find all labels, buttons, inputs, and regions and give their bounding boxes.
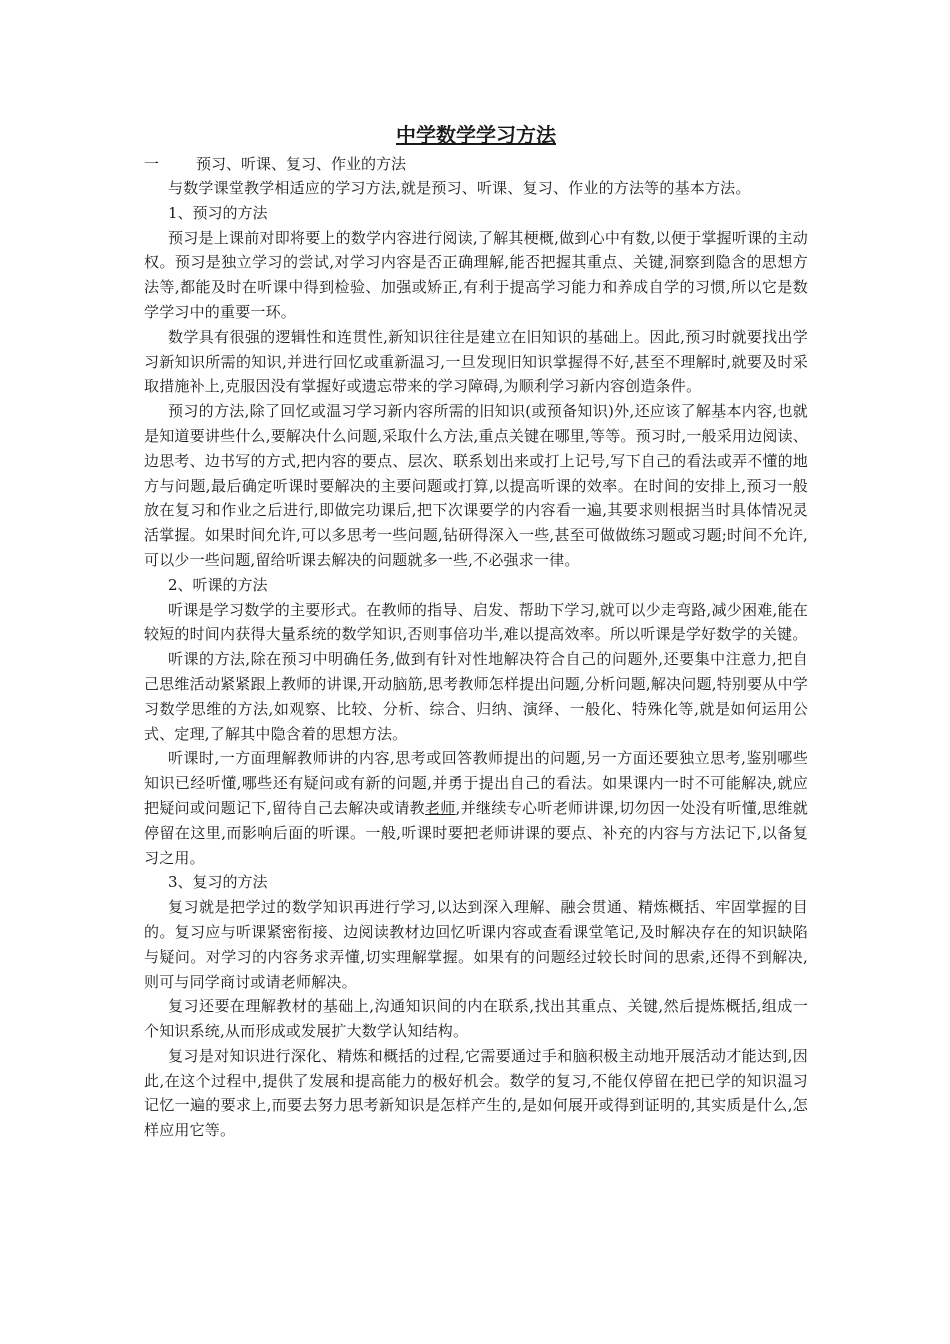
document-page [144, 118, 808, 1143]
review-paragraph-1: 复习就是把学过的数学知识再进行学习,以达到深入理解、融会贯通、精炼概括、牢固掌握的目的。复习应与听课紧密衔接、边阅读教材边回忆听课内容或查看课堂笔记,及时解决存在的知识缺陷与疑问。对学习的内容务求弄懂,切实理解掌握。如果有的问题经过较长时间的思索,还得不到解决,则可与同学商讨或请老师解决。 [144, 898, 808, 991]
subsection-heading-listening: 2、听课的方法 [168, 575, 268, 594]
preview-paragraph-1: 预习是上课前对即将要上的数学内容进行阅读,了解其梗概,做到心中有数,以便于掌握听课的主动权。预习是独立学习的尝试,对学习内容是否正确理解,能否把握其重点、关键,洞察到隐含的思想方法等,都能及时在听课中得到检验、加强或矫正,有利于提高学习能力和养成自学的习惯,所以它是数学学习中的重要一环。 [144, 228, 808, 321]
subsection-heading-review: 3、复习的方法 [168, 873, 268, 892]
section-heading [144, 152, 808, 176]
teacher-link[interactable]: 老师 [424, 798, 456, 817]
review-paragraph-3: 复习是对知识进行深化、精炼和概括的过程,它需要通过手和脑积极主动地开展活动才能达到,因此,在这个过程中,提供了发展和提高能力的极好机会。数学的复习,不能仅停留在把已学的知识温习记忆一遍的要求上,而要去努力思考新知识是怎样产生的,是如何展开或得到证明的,其实质是什么,怎样应用它等。 [144, 1046, 808, 1140]
subsection-heading-preview: 1、预习的方法 [168, 203, 268, 222]
listening-paragraph-2: 听课的方法,除在预习中明确任务,做到有针对性地解决符合自己的问题外,还要集中注意力,把自己思维活动紧紧跟上教师的讲课,开动脑筋,思考教师怎样提出问题,分析问题,解决问题,特别要从中学习数学思维的方法,如观察、比较、分析、综合、归纳、演绎、一般化、特殊化等,就是如何运用公式、定理,了解其中隐含着的思想方法。 [144, 650, 808, 743]
section-number: 一 [144, 155, 160, 173]
listening-paragraph-3-end: ,并继续专心听老师讲课,切勿因一处没有听懂,思维就停留在这里,而影响后面的听课。一般,听课时要把老师讲课的要点、补充的内容与方法记下,以备复习之用。 [144, 798, 808, 867]
listening-paragraph-3-start: 听课时,一方面理解教师讲的内容,思考或回答教师提出的问题,另一方面还要独立思考,鉴别哪些知识已经听懂,哪些还有疑问或有新的问题,并勇于提出自己的看法。如果课内一时不可能解决,就应把疑问或问题记下,留待自己去解决或请教 [144, 749, 808, 817]
page-title: 中学数学学习方法 [396, 123, 556, 147]
review-paragraph-2: 复习还要在理解教材的基础上,沟通知识间的内在联系,找出其重点、关键,然后提炼概括,组成一个知识系统,从而形成或发展扩大数学认知结构。 [144, 997, 808, 1041]
section-heading-text: 预习、听课、复习、作业的方法 [196, 155, 407, 173]
preview-paragraph-2: 数学具有很强的逻辑性和连贯性,新知识往往是建立在旧知识的基础上。因此,预习时就要找出学习新知识所需的知识,并进行回忆或重新温习,一旦发现旧知识掌握得不好,甚至不理解时,就要及时采取措施补上,克服因没有掌握好或遗忘带来的学习障碍,为顺利学习新内容创造条件。 [144, 327, 808, 396]
listening-paragraph-3 [144, 746, 808, 870]
listening-paragraph-1: 听课是学习数学的主要形式。在教师的指导、启发、帮助下学习,就可以少走弯路,减少困难,能在较短的时间内获得大量系统的数学知识,否则事倍功半,难以提高效率。所以听课是学好数学的关键。 [144, 600, 808, 644]
preview-paragraph-3: 预习的方法,除了回忆或温习学习新内容所需的旧知识(或预备知识)外,还应该了解基本内容,也就是知道要讲些什么,要解决什么问题,采取什么方法,重点关键在哪里,等等。预习时,一般采用边阅读、边思考、边书写的方式,把内容的要点、层次、联系划出来或打上记号,写下自己的看法或弄不懂的地方与问题,最后确定听课时要解决的主要问题或打算,以提高听课的效率。在时间的安排上,预习一般放在复习和作业之后进行,即做完功课后,把下次课要学的内容看一遍,其要求则根据当时具体情况灵活掌握。如果时间允许,可以多思考一些问题,钻研得深入一些,甚至可做做练习题或习题;时间不允许,可以少一些问题,留给听课去解决的问题就多一些,不必强求一律。 [144, 402, 808, 569]
intro-paragraph: 与数学课堂教学相适应的学习方法,就是预习、听课、复习、作业的方法等的基本方法。 [168, 179, 751, 197]
